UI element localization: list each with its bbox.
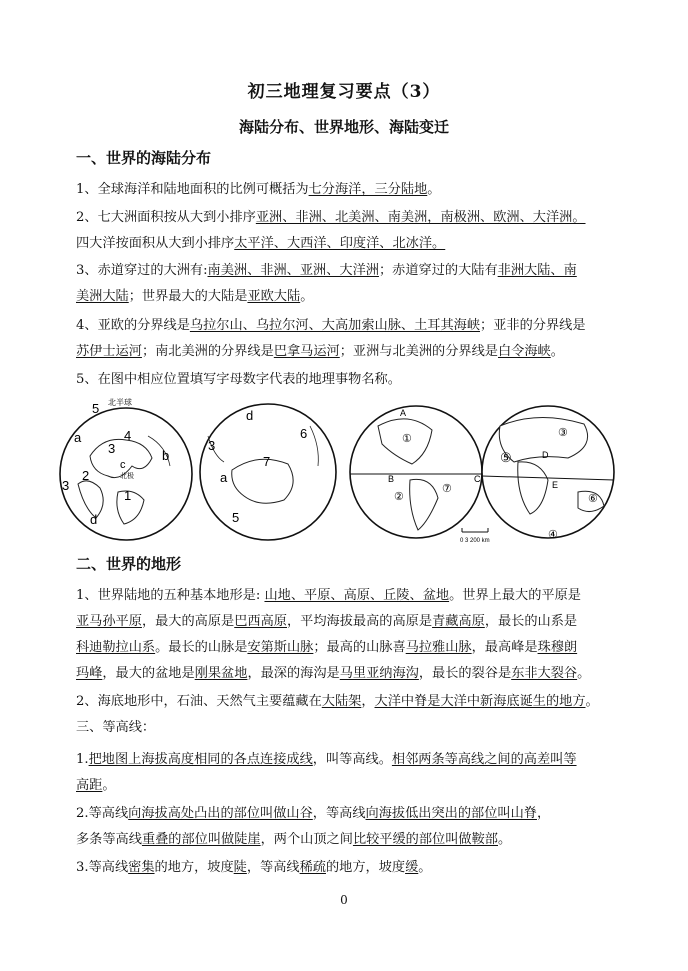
globe-1-label: 3	[62, 478, 70, 493]
page-subtitle: 海陆分布、世界地形、海陆变迁	[238, 118, 449, 136]
answer: 太平洋、大西洋、印度洋、北冰洋。	[234, 236, 446, 251]
paragraph-1-4-line-2: 苏伊士运河；南北美洲的分界线是巴拿马运河；亚洲与北美洲的分界线是白令海峡。	[76, 344, 564, 359]
answer: 巴西高原	[234, 614, 287, 629]
globe-south-hemisphere	[200, 404, 336, 540]
answer: 向海拔高处凸出的部位叫做山谷	[128, 806, 313, 821]
paragraph-3-2-line-2: 多条等高线重叠的部位叫做陡崖，两个山顶之间比较平缓的部位叫做鞍部。	[76, 832, 512, 847]
globe-2-label: 7	[263, 454, 271, 469]
answer: 比较平缓的部位叫做鞍部	[352, 832, 498, 847]
globe-2-label: a	[220, 470, 228, 485]
answer: 重叠的部位叫做陡崖	[141, 832, 261, 847]
answer: 山地、平原、高原、丘陵、盆地	[264, 588, 450, 603]
paragraph-3-1-line-1: 1.把地图上海拔高度相同的各点连接成线，叫等高线。相邻两条等高线之间的高差叫等	[76, 752, 577, 767]
globe-4-label: D	[542, 450, 549, 460]
globe-1-label: a	[74, 430, 82, 445]
scale-label: 0 3 200 km	[460, 538, 490, 544]
globe-4-label: ⑤	[500, 450, 512, 465]
paragraph-2-1-line-3: 科迪勒拉山系。最长的山脉是安第斯山脉；最高的山脉喜马拉雅山脉，最高峰是珠穆朗	[76, 640, 578, 655]
paragraph-1-4-line-1: 4、亚欧的分界线是乌拉尔山、乌拉尔河、大高加索山脉、土耳其海峡；亚非的分界线是	[76, 318, 586, 333]
answer: 乌拉尔山、乌拉尔河、大高加索山脉、土耳其海峡	[189, 318, 481, 333]
scale-bar	[460, 528, 490, 544]
world-map-diagram	[48, 396, 644, 546]
page-number: 0	[340, 893, 348, 907]
paragraph-3-2-line-1: 2.等高线向海拔高处凸出的部位叫做山谷，等高线向海拔低出突出的部位叫山脊，	[76, 806, 551, 821]
answer: 青藏高原	[432, 614, 485, 629]
globe-1-label: c	[120, 459, 126, 471]
globe-4-label: ⑥	[588, 493, 598, 505]
globe-2-label: d	[246, 408, 254, 423]
section-heading-2: 二、世界的地形	[76, 555, 182, 573]
globe-4-label: ③	[558, 427, 568, 439]
globe-3-label: ⑦	[442, 483, 452, 495]
paragraph-1-2-line-1: 2、七大洲面积按从大到小排序亚洲、非洲、北美洲、南美洲，南极洲、欧洲、大洋洲。	[76, 210, 586, 225]
answer: 白令海峡	[498, 344, 551, 359]
answer: 南美洲、非洲、亚洲、大洋洲	[207, 263, 379, 278]
paragraph-1-3-line-2: 美洲大陆；世界最大的大陆是亚欧大陆。	[76, 289, 314, 304]
answer: 把地图上海拔高度相同的各点连接成线	[88, 752, 313, 767]
answer: 玛峰	[76, 666, 103, 681]
answer: 苏伊士运河	[76, 344, 142, 359]
answer: 缓	[405, 860, 419, 875]
globe-2-label: 6	[300, 426, 308, 441]
globe-north-hemisphere	[60, 397, 192, 540]
globe-4-label: ④	[548, 529, 558, 541]
paragraph-3-3: 3.等高线密集的地方，坡度陡，等高线稀疏的地方，坡度缓。	[76, 860, 432, 875]
globe-1-label: d	[90, 512, 98, 527]
globe-1-label: 5	[92, 401, 100, 416]
page-title: 初三地理复习要点（3）	[247, 82, 441, 102]
answer: 大洋中脊是大洋中新海底诞生的地方	[374, 694, 586, 709]
answer: 相邻两条等高线之间的高差叫等	[391, 752, 577, 767]
paragraph-1-5: 5、在图中相应位置填写字母数字代表的地理事物名称。	[76, 372, 401, 387]
paragraph-1-3-line-1: 3、赤道穿过的大洲有:南美洲、非洲、亚洲、大洋洲；赤道穿过的大陆有非洲大陆、南	[76, 263, 577, 278]
paragraph-3-1-line-2: 高距。	[76, 778, 116, 793]
answer: 七分海洋，三分陆地	[308, 182, 428, 197]
paragraph-1-1: 1、全球海洋和陆地面积的比例可概括为七分海洋，三分陆地。	[76, 182, 441, 197]
answer: 刚果盆地	[194, 666, 248, 681]
section-heading-1: 一、世界的海陆分布	[76, 149, 212, 167]
answer: 非洲大陆、南	[497, 263, 577, 278]
globe-3-label: C	[474, 474, 481, 484]
globe-3-label: A	[400, 408, 407, 418]
paragraph-2-1-line-2: 亚马孙平原，最大的高原是巴西高原，平均海拔最高的高原是青藏高原，最长的山系是	[76, 614, 578, 629]
answer: 安第斯山脉	[247, 640, 314, 655]
globe-1-label: 1	[124, 488, 132, 503]
answer: 向海拔低出突出的部位叫山脊	[365, 806, 537, 821]
answer: 马拉雅山脉	[405, 640, 472, 655]
answer: 珠穆朗	[537, 640, 578, 655]
globe-3-label: ①	[402, 433, 412, 445]
globe-2-label: 3	[208, 438, 216, 453]
globe-1-caption: 北半球	[108, 398, 132, 407]
globe-western-hemisphere	[350, 406, 482, 538]
globe-1-label: 3	[108, 441, 116, 456]
globe-3-label: B	[388, 474, 395, 484]
section-heading-3: 三、等高线：	[76, 720, 156, 735]
answer: 亚欧大陆	[247, 289, 301, 304]
answer: 陡	[233, 860, 247, 875]
paragraph-1-2-line-2: 四大洋按面积从大到小排序太平洋、大西洋、印度洋、北冰洋。	[76, 236, 446, 251]
answer: 大陆架	[321, 694, 362, 709]
globe-eastern-hemisphere	[482, 406, 614, 541]
answer: 科迪勒拉山系	[76, 640, 156, 655]
globe-1-label: 2	[82, 468, 90, 483]
answer: 巴拿马运河	[273, 344, 340, 359]
globe-1-label: 北极	[120, 473, 134, 480]
answer: 亚马孙平原	[76, 614, 142, 629]
answer: 美洲大陆	[76, 289, 129, 304]
globe-4-label: E	[552, 480, 559, 490]
paragraph-2-1-line-4: 玛峰，最大的盆地是刚果盆地，最深的海沟是马里亚纳海沟，最长的裂谷是东非大裂谷。	[76, 666, 591, 681]
paragraph-2-2: 2、海底地形中，石油、天然气主要蕴藏在大陆架，大洋中脊是大洋中新海底诞生的地方。	[76, 694, 599, 709]
paragraph-2-1-line-1: 1、世界陆地的五种基本地形是: 山地、平原、高原、丘陵、盆地。世界上最大的平原是	[76, 588, 581, 603]
globe-3-label: ②	[394, 491, 404, 503]
answer: 高距	[76, 778, 103, 793]
answer: 亚洲、非洲、北美洲、南美洲，南极洲、欧洲、大洋洲。	[255, 210, 586, 225]
globe-2-label: 5	[232, 510, 240, 525]
answer: 马里亚纳海沟	[339, 666, 419, 681]
globe-1-label: 4	[124, 428, 132, 443]
answer: 稀疏	[299, 860, 326, 875]
globe-1-label: b	[162, 448, 170, 463]
answer: 东非大裂谷	[511, 666, 578, 681]
answer: 密集	[128, 860, 155, 875]
